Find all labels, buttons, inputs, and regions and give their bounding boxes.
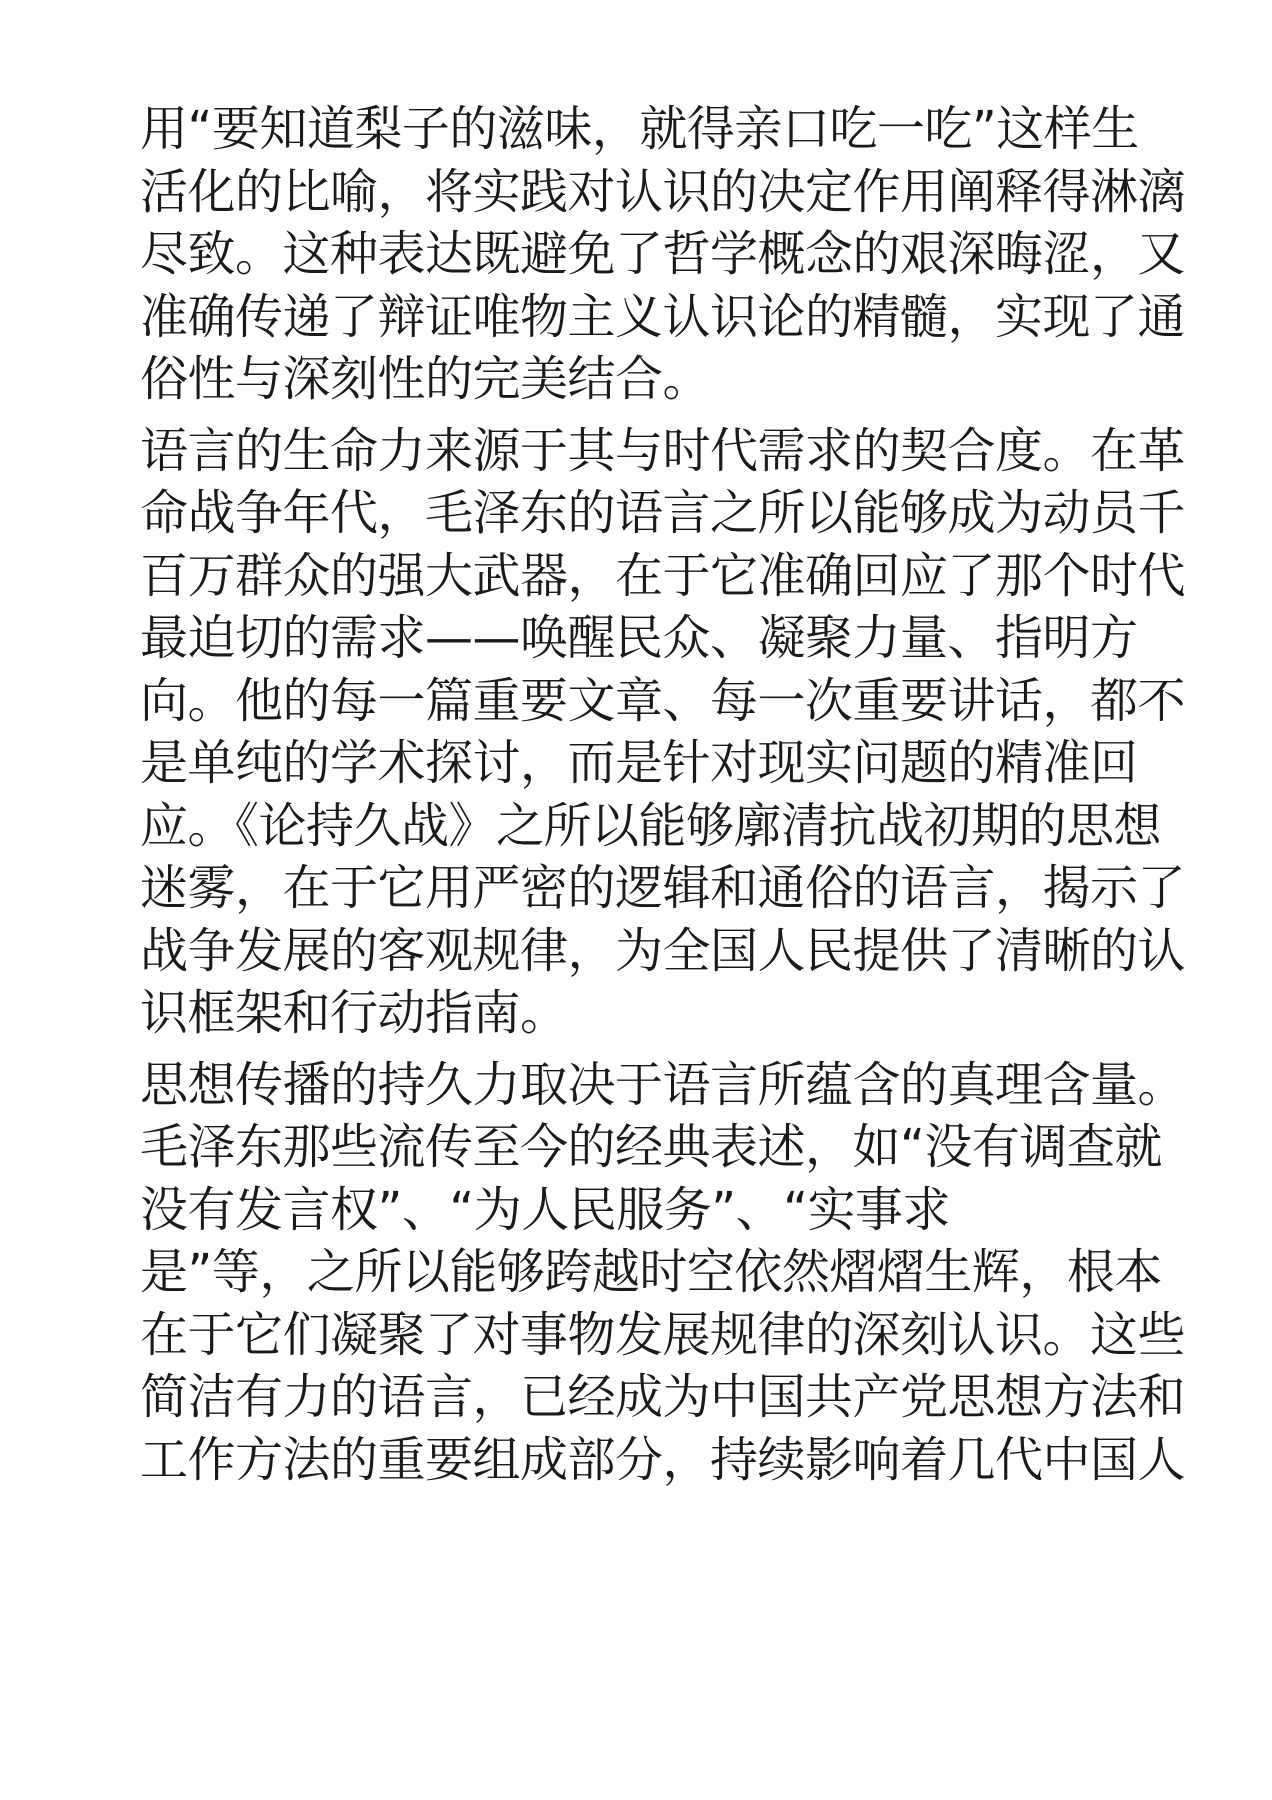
- body-text: [140, 98, 1186, 1500]
- text-line: 工作方法的重要组成部分，持续影响着几代中国人: [140, 1431, 1186, 1488]
- text-line: 识框架和行动指南。: [140, 985, 568, 1041]
- paragraph-3: [140, 1054, 1186, 1492]
- text-line: 百万群众的强大武器，在于它准确回应了那个时代: [140, 547, 1186, 604]
- text-line: 迷雾，在于它用严密的逻辑和通俗的语言，揭示了: [140, 860, 1186, 916]
- text-line: 活化的比喻，将实践对认识的决定作用阐释得淋漓: [140, 163, 1186, 220]
- text-line: 是单纯的学术探讨，而是针对现实问题的精准回: [140, 735, 1138, 791]
- text-line: 准确传递了辩证唯物主义认识论的精髓，实现了通: [140, 288, 1186, 345]
- text-line: 战争发展的客观规律，为全国人民提供了清晰的认: [140, 922, 1186, 979]
- text-line: 尽致。这种表达既避免了哲学概念的艰深晦涩，又: [140, 226, 1186, 282]
- text-line: 应。《论持久战》之所以能够廓清抗战初期的思想: [140, 797, 1162, 854]
- text-line: 没有发言权”、“为人民服务”、“实事求: [140, 1181, 950, 1238]
- text-line: 在于它们凝聚了对事物发展规律的深刻认识。这些: [140, 1306, 1186, 1363]
- text-line: 向。他的每一篇重要文章、每一次重要讲话，都不: [140, 672, 1186, 729]
- text-line: 思想传播的持久力取决于语言所蕴含的真理含量。: [140, 1056, 1186, 1113]
- text-line: 俗性与深刻性的完美结合。: [140, 351, 711, 407]
- text-line: 简洁有力的语言，已经成为中国共产党思想方法和: [140, 1369, 1186, 1425]
- text-line: 毛泽东那些流传至今的经典表述，如“没有调查就: [140, 1119, 1162, 1175]
- text-line: 是”等，之所以能够跨越时空依然熠熠生辉，根本: [140, 1244, 1162, 1300]
- text-line: 语言的生命力来源于其与时代需求的契合度。在革: [140, 422, 1186, 479]
- paragraph-2: [140, 420, 1186, 1045]
- text-line: 最迫切的需求——唤醒民众、凝聚力量、指明方: [140, 610, 1138, 666]
- paragraph-1: [140, 98, 1186, 411]
- text-line: 命战争年代，毛泽东的语言之所以能够成为动员千: [140, 485, 1186, 541]
- text-line: 用“要知道梨子的滋味，就得亲口吃一吃”这样生: [140, 101, 1139, 157]
